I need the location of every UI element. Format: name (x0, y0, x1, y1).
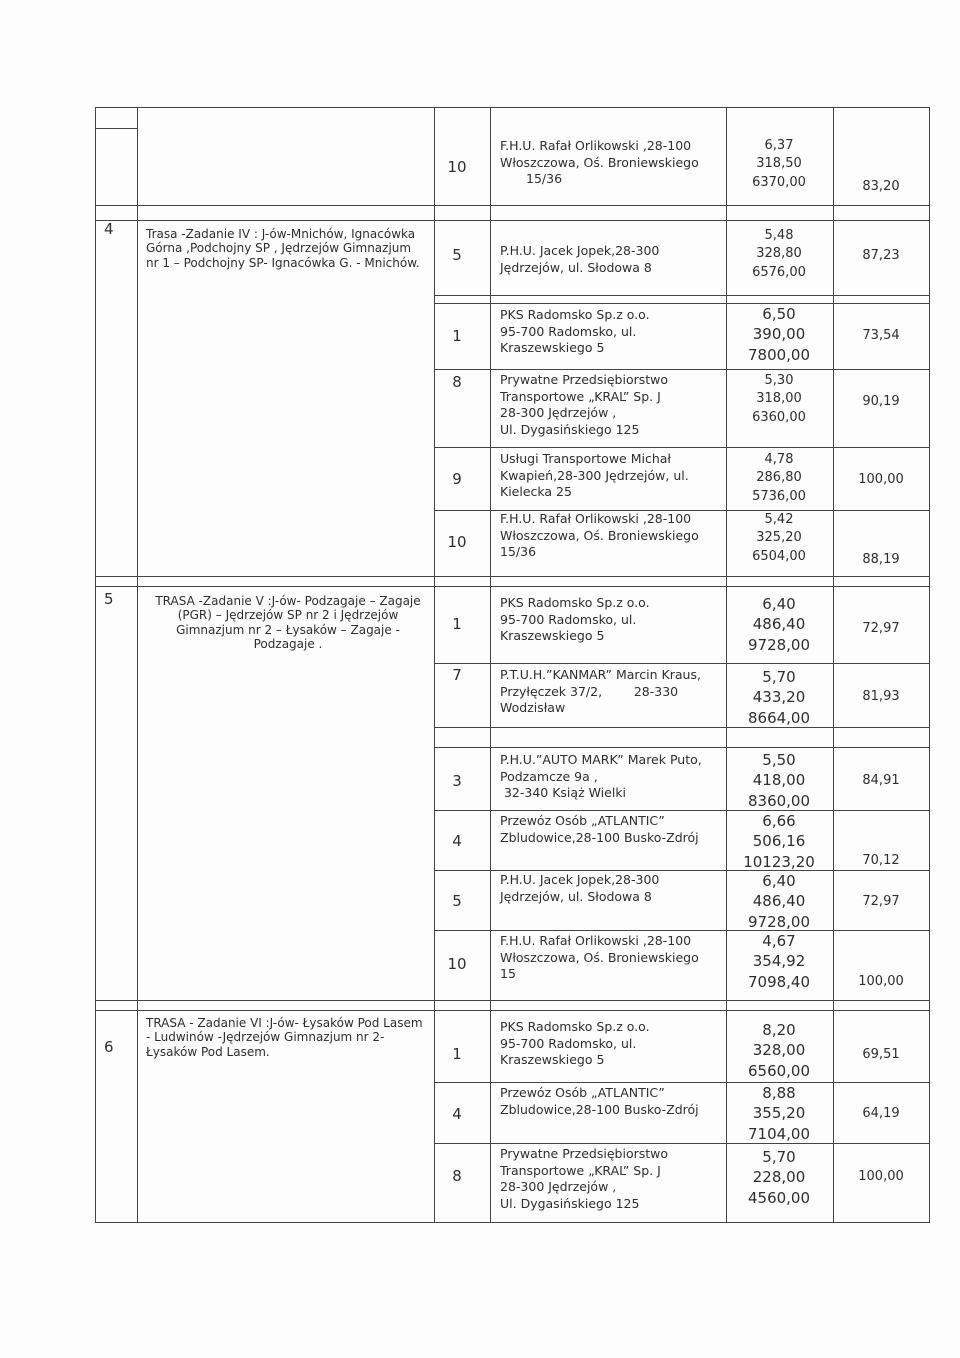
table-border (434, 295, 930, 296)
offer-number: 4 (452, 1105, 462, 1123)
table-border (95, 576, 930, 577)
table-border (490, 107, 491, 1222)
table-border (137, 107, 138, 1222)
offer-values: 5,50 418,00 8360,00 (747, 751, 811, 810)
contractor-name: F.H.U. Rafał Orlikowski ,28-100 Włoszczowa, Oś. Broniewskiego 15 (500, 933, 699, 981)
offer-number: 7 (452, 666, 462, 684)
offer-number: 8 (452, 1167, 462, 1185)
table-border (434, 727, 930, 728)
offer-number: 4 (452, 832, 462, 850)
table-border (434, 1082, 930, 1083)
contractor-name: F.H.U. Rafał Orlikowski ,28-100 Włoszczowa, Oś. Broniewskiego 15/36 (500, 138, 699, 186)
contractor-name: Usługi Transportowe Michał Kwapień,28-300 Jędrzejów, ul. Kielecka 25 (500, 451, 689, 499)
offer-number: 8 (452, 373, 462, 391)
offer-score: 83,20 (862, 179, 900, 194)
offer-number: 9 (452, 470, 462, 488)
table-border (95, 586, 930, 587)
contractor-name: F.H.U. Rafał Orlikowski ,28-100 Włoszczowa, Oś. Broniewskiego 15/36 (500, 511, 699, 559)
offer-values: 5,30 318,00 6360,00 (752, 373, 806, 425)
row-number: 6 (104, 1038, 114, 1056)
route-description: Trasa -Zadanie IV : J-ów-Mnichów, Ignacówka Górna ,Podchojny SP , Jędrzejów Gimnazjum nr 1 – Podchojny SP- Ignacówka G. - Mnichów. (146, 227, 420, 270)
offer-values: 4,78 286,80 5736,00 (752, 452, 806, 504)
offer-score: 100,00 (858, 472, 904, 487)
offer-number: 5 (452, 246, 462, 264)
offer-values: 6,40 486,40 9728,00 (747, 872, 811, 931)
contractor-name: Prywatne Przedsiębiorstwo Transportowe „KRAL” Sp. J 28-300 Jędrzejów , Ul. Dygasińskiego 125 (500, 1146, 669, 1211)
route-description: TRASA -Zadanie V :J-ów- Podzagaje – Zagaje (PGR) – Jędrzejów SP nr 2 i Jędrzejów Gimnazjum nr 2 – Łysaków – Zagaje -Podzagaje . (155, 594, 421, 652)
contractor-name: Prywatne Przedsiębiorstwo Transportowe „KRAL” Sp. J 28-300 Jędrzejów , Ul. Dygasińskiego 125 (500, 372, 669, 437)
offer-number: 1 (452, 1045, 462, 1063)
contractor-name: Przewóz Osób „ATLANTIC” Zbludowice,28-100 Busko-Zdrój (500, 813, 699, 845)
offer-score: 90,19 (862, 394, 900, 409)
offer-score: 73,54 (862, 328, 900, 343)
offer-number: 10 (447, 533, 467, 551)
table-border (95, 107, 96, 1222)
offer-score: 72,97 (862, 894, 900, 909)
table-border (434, 1143, 930, 1144)
table-border (434, 747, 930, 748)
contractor-name: P.T.U.H.”KANMAR” Marcin Kraus, Przyłęczek 37/2, 28-330 Wodzisław (500, 667, 701, 715)
offer-number: 5 (452, 892, 462, 910)
contractor-name: P.H.U. Jacek Jopek,28-300 Jędrzejów, ul. Słodowa 8 (500, 243, 660, 275)
contractor-name: PKS Radomsko Sp.z o.o. 95-700 Radomsko, ul. Kraszewskiego 5 (500, 1019, 650, 1067)
offer-values: 5,48 328,80 6576,00 (752, 228, 806, 280)
row-number: 4 (104, 220, 114, 238)
contractor-name: P.H.U.”AUTO MARK” Marek Puto, Podzamcze 9a , 32-340 Książ Wielki (500, 752, 702, 800)
table-border (434, 447, 930, 448)
offer-values: 5,70 228,00 4560,00 (747, 1148, 811, 1207)
offer-number: 1 (452, 615, 462, 633)
table-border (434, 870, 930, 871)
offer-number: 3 (452, 772, 462, 790)
table-border (95, 128, 137, 129)
table-border (434, 810, 930, 811)
contractor-name: PKS Radomsko Sp.z o.o. 95-700 Radomsko, ul. Kraszewskiego 5 (500, 595, 650, 643)
contractor-name: P.H.U. Jacek Jopek,28-300 Jędrzejów, ul. Słodowa 8 (500, 872, 660, 904)
offer-score: 81,93 (862, 689, 900, 704)
table-border (95, 220, 930, 221)
offer-values: 6,40 486,40 9728,00 (747, 595, 811, 654)
offer-number: 10 (447, 955, 467, 973)
row-number: 5 (104, 590, 114, 608)
contractor-name: Przewóz Osób „ATLANTIC” Zbludowice,28-100 Busko-Zdrój (500, 1085, 699, 1117)
offer-score: 64,19 (862, 1106, 900, 1121)
offer-values: 6,66 506,16 10123,20 (743, 812, 815, 871)
table-border (434, 930, 930, 931)
table-border (95, 1222, 930, 1223)
offer-values: 4,67 354,92 7098,40 (747, 932, 811, 991)
offer-number: 1 (452, 327, 462, 345)
offer-score: 87,23 (862, 248, 900, 263)
offer-score: 84,91 (862, 773, 900, 788)
offer-score: 69,51 (862, 1047, 900, 1062)
table-border (434, 663, 930, 664)
table-border (95, 107, 930, 108)
contractor-name: PKS Radomsko Sp.z o.o. 95-700 Radomsko, ul. Kraszewskiego 5 (500, 307, 650, 355)
offer-values: 6,37 318,50 6370,00 (752, 138, 806, 190)
table-border (929, 107, 930, 1222)
table-border (726, 107, 727, 1222)
table-border (434, 107, 435, 1222)
table-border (434, 303, 930, 304)
offer-score: 70,12 (862, 853, 900, 868)
offer-values: 8,20 328,00 6560,00 (747, 1021, 811, 1080)
offer-score: 100,00 (858, 1169, 904, 1184)
table-border (95, 1000, 930, 1001)
offer-score: 88,19 (862, 552, 900, 567)
table-border (95, 205, 930, 206)
offer-values: 5,70 433,20 8664,00 (747, 668, 811, 727)
table-border (833, 107, 834, 1222)
offer-score: 72,97 (862, 621, 900, 636)
offer-values: 6,50 390,00 7800,00 (747, 305, 811, 364)
offer-number: 10 (447, 158, 467, 176)
route-description: TRASA - Zadanie VI :J-ów- Łysaków Pod Lasem - Ludwinów -Jędrzejów Gimnazjum nr 2- Łysaków Pod Lasem. (146, 1016, 423, 1059)
table-border (434, 369, 930, 370)
offer-score: 100,00 (858, 974, 904, 989)
offer-values: 8,88 355,20 7104,00 (747, 1084, 811, 1143)
offer-values: 5,42 325,20 6504,00 (752, 512, 806, 564)
table-border (95, 1010, 930, 1011)
